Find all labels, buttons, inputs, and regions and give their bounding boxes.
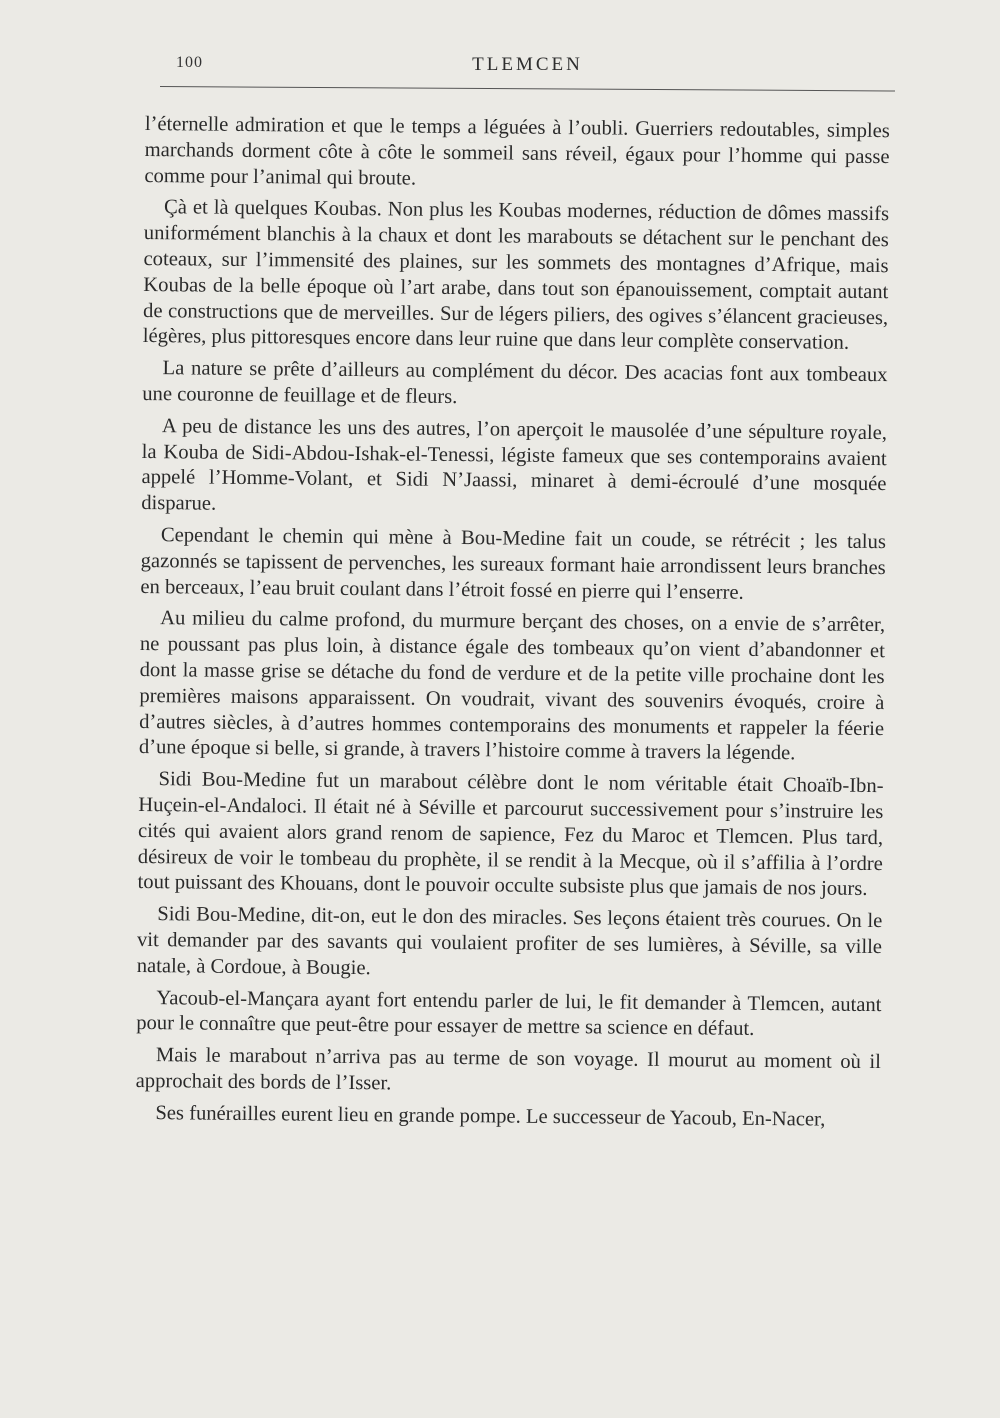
- running-title: TLEMCEN: [472, 54, 583, 75]
- body-text: [135, 112, 890, 1140]
- paragraph: Au milieu du calme profond, du murmure berçant des choses, on a envie de s’arrêter, ne poussant pas plus loin, à distance égale des tombeaux qu’on vient d’abandonner et dont la masse grise se détache du fond de verdure et de la petite ville prochaine dont les premières maisons apparaissent. On voudrait, vivant des souvenirs évoqués, croire à d’autres siècles, à d’autres hommes contemporains des monuments et rappeler la féerie d’une époque si belle, si grande, à travers l’histoire comme à travers la légende.: [138, 607, 886, 765]
- paragraph: Çà et là quelques Koubas. Non plus les Koubas modernes, réduction de dômes massifs uniformément blanchis à la chaux et dont les marabouts se détachent sur le penchant des coteaux, sur l’immensité des plaines, sur les sommets des montagnes d’Afrique, mais Koubas de la belle époque où l’art arabe, dans tout son épanouissement, comptait autant de constructions que de merveilles. Sur de légers piliers, des ogives s’élancent gracieuses, légères, plus pittoresques encore dans leur ruine que dans leur complète conservation.: [142, 196, 890, 355]
- paragraph: Yacoub-el-Mançara ayant fort entendu parler de lui, le fit demander à Tlemcen, autant pour le connaître que peut-être pour essayer de mettre sa science en défaut.: [136, 986, 882, 1041]
- paragraph: A peu de distance les uns des autres, l’on aperçoit le mausolée d’une sépulture royale, la Kouba de Sidi-Abdou-Ishak-el-Tenessi, légiste fameux que ses contemporains avaient appelé l’Homme-Volant, et Sidi N’Jaassi, minaret à demi-écroulé d’une mosquée disparue.: [141, 414, 888, 515]
- paragraph: Ses funérailles eurent lieu en grande pompe. Le successeur de Yacoub, En-Nacer,: [155, 1101, 826, 1131]
- paragraph: l’éternelle admiration et que le temps a léguées à l’oubli. Guerriers redoutables, simples marchands dorment côte à côte le sommeil sans réveil, égaux pour l’homme qui passe comme pour l’animal qui broute.: [144, 112, 890, 190]
- running-header: [160, 48, 895, 88]
- paragraph: Sidi Bou-Medine, dit-on, eut le don des miracles. Ses leçons étaient très courues. On le vit demander par des savants qui voulaient profiter de ses lumières, à Séville, sa ville natale, à Cordoue, à Bougie.: [136, 903, 883, 979]
- paragraph: La nature se prête d’ailleurs au complément du décor. Des acacias font aux tombeaux une couronne de feuillage et de fleurs.: [142, 357, 888, 408]
- paragraph: Mais le marabout n’arriva pas au terme de son voyage. Il mourut au moment où il approchait des bords de l’Isser.: [135, 1044, 882, 1095]
- paragraph: Sidi Bou-Medine fut un marabout célèbre dont le nom véritable était Choaïb-Ibn-Huçein-el-Andaloci. Il était né à Séville et parcourut successivement pour s’instruire les cités qui avaient alors grand renom de sapience, Fez du Maroc et Tlemcen. Plus tard, désireux de voir le tombeau du prophète, il se rendit à la Mecque, où il s’affilia à l’ordre tout puissant des Khouans, dont le pouvoir occulte subsiste plus que jamais de nos jours.: [137, 768, 884, 901]
- paragraph: Cependant le chemin qui mène à Bou-Medine fait un coude, se rétrécit ; les talus gazonnés se tapissent de pervenches, les sureaux formant haie arrondissent leurs branches en berceaux, l’eau bruit coulant dans l’étroit fossé en pierre qui l’enserre.: [140, 524, 887, 604]
- page-number: 100: [176, 54, 203, 71]
